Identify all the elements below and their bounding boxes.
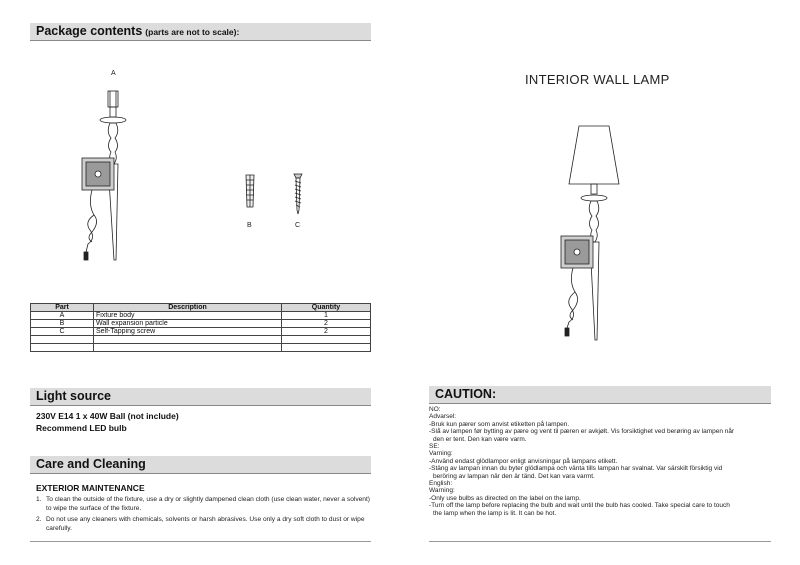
wall-lamp-illustration [555,122,630,342]
care-cleaning-header [30,456,371,474]
table-header-quantity: Quantity [282,304,371,312]
caution-line: English: [429,480,453,488]
caution-header [429,386,771,404]
care-item-text: To clean the outside of the fixture, use a dry or slightly dampened clean cloth (use clean water, never a solvent) to wipe the surface of the fixture. [46,496,371,512]
care-item-1 [36,496,376,513]
caution-line: the lamp when the lamp is lit. It can be hot. [433,509,557,517]
care-item-2 [36,516,376,533]
caution-line: beröring av lampan när den är tänd. Det kan vara varmt. [433,472,595,480]
exterior-maintenance-subhead: EXTERIOR MAINTENANCE [36,483,145,493]
table-row-empty [31,344,371,352]
caution-title: CAUTION: [435,387,497,401]
bottom-rule [429,541,771,542]
caution-line: -Bruk kun pærer som anvist etiketten på lampen. [429,420,570,428]
light-source-recommendation: Recommend LED bulb [36,423,127,433]
light-source-header [30,388,371,406]
caution-line: Varning: [429,450,453,458]
table-row [31,328,371,336]
table-header-part: Part [31,304,94,312]
part-b-label: B [247,222,252,229]
right-page [400,0,800,565]
table-header-description: Description [94,304,282,312]
caution-line: -Stäng av lampan innan du byter glödlampa och vänta tills lampan har svalnat. Var särskilt försiktig vid [429,465,723,473]
light-source-title: Light source [36,389,112,403]
package-contents-header [30,23,371,41]
table-header-row [31,304,371,312]
table-row [31,312,371,320]
caution-line: -Only use bulbs as directed on the label on the lamp. [429,494,581,502]
table-cell-description: Wall expansion particle [94,320,282,328]
self-tapping-screw-illustration [288,172,308,217]
caution-line: -Turn off the lamp before replacing the bulb and wait until the bulb has cooled. Take special care to touch [429,502,730,510]
wall-expansion-particle-illustration [240,172,260,212]
parts-table [30,303,371,352]
table-cell-part: B [31,320,94,328]
table-row-empty [31,336,371,344]
care-item-number: 1. [36,496,42,503]
table-cell-part: C [31,328,94,336]
fixture-body-illustration [70,80,150,265]
bottom-rule [30,541,371,542]
table-row [31,320,371,328]
caution-line: -Använd endast glödlampor enligt anvisningar på lampans etikett. [429,457,618,465]
table-cell-description: Self-Tapping screw [94,328,282,336]
caution-text [429,406,779,517]
table-cell-quantity: 1 [282,312,371,320]
product-title: INTERIOR WALL LAMP [525,72,670,87]
care-cleaning-title: Care and Cleaning [36,457,146,471]
table-cell-quantity: 2 [282,328,371,336]
caution-line: Advarsel: [429,413,457,421]
table-cell-description: Fixture body [94,312,282,320]
part-a-label: A [111,70,116,77]
caution-line: NO: [429,406,441,413]
caution-line: -Slå av lampen før bytting av pære og vent til pæren er avkjølt. Vis forsiktighet ved berøring av lampen når [429,428,735,436]
care-item-number: 2. [36,516,42,523]
package-contents-title: Package contents (parts are not to scale): [36,24,240,38]
package-contents-subtitle: (parts are not to scale): [145,27,240,37]
care-item-text: Do not use any cleaners with chemicals, solvents or harsh abrasives. Use only a dry soft cloth to dust or wipe carefully. [46,516,365,532]
table-cell-part: A [31,312,94,320]
caution-line: den er tent. Den kan være varm. [433,435,527,443]
caution-line: Warning: [429,487,455,495]
caution-line: SE: [429,443,440,451]
table-cell-quantity: 2 [282,320,371,328]
part-c-label: C [295,222,301,229]
light-source-spec: 230V E14 1 x 40W Ball (not include) [36,411,179,421]
